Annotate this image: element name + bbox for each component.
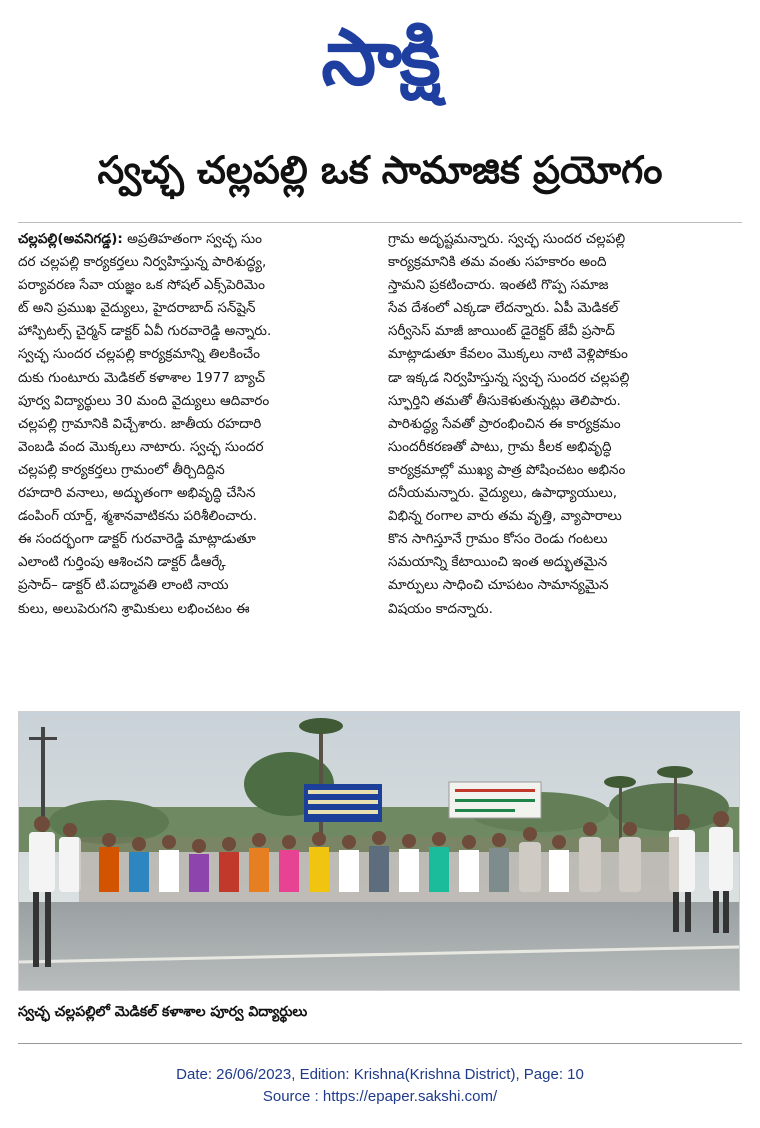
article-line: కార్యక్రమానికి తమ వంతు సహకారం అంది: [388, 254, 607, 271]
article-line: దర చల్లపల్లి కార్యకర్తలు నిర్వహిస్తున్న పారిశుద్ధ్య,: [18, 254, 267, 271]
article-line: సర్వీసెస్ మాజీ జాయింట్ డైరెక్టర్ జేవీ ప్రసాద్: [388, 323, 615, 340]
article-line: హాస్పిటల్స్ చైర్మన్ డాక్టర్ ఏవీ గురవారెడ్డి అన్నారు.: [18, 323, 272, 340]
footer: [0, 1064, 760, 1108]
article-line: మాట్లాడుతూ కేవలం మొక్కలు నాటి వెళ్లిపోకుం: [388, 346, 628, 363]
article-line: సమయాన్ని కేటాయించి ఇంత అద్భుతమైన: [388, 554, 608, 571]
article-line: గ్రామ అదృష్టమన్నారు. స్వచ్ఛ సుందర చల్లపల్లి: [388, 231, 626, 247]
dateline: చల్లపల్లి(అవనిగడ్డ):: [18, 231, 123, 247]
article-line: సుందరీకరణతో పాటు, గ్రామ కీలక అభివృద్ధి: [388, 438, 612, 455]
article-line: విభిన్న రంగాల వారు తమ వృత్తి, వ్యాపారాలు: [388, 508, 622, 525]
article-line: రహదారి వనాలు, అద్భుతంగా అభివృద్ధి చేసిన: [18, 485, 256, 502]
article-line: స్తామని ప్రకటించారు. ఇంతటి గొప్ప సమాజ: [388, 277, 609, 294]
article-line: కులు, అలుపెరుగని శ్రామికులు లభించటం ఈ: [18, 600, 250, 617]
article-line: దుకు గుంటూరు మెడికల్ కళాశాల 1977 బ్యాచ్: [18, 369, 266, 386]
edition-info: Date: 26/06/2023, Edition: Krishna(Krishna District), Page: 10: [176, 1066, 584, 1083]
article-line: ట్ అని ప్రముఖ వైద్యులు, హైదరాబాద్ సన్‌షైన్: [18, 300, 256, 317]
article-line: చల్లపల్లి గ్రామానికి విచ్చేశారు. జాతీయ రహదారి: [18, 415, 262, 432]
group-photo-illustration: [19, 712, 739, 990]
article-line: విషయం కాదన్నారు.: [388, 600, 493, 617]
article-line: దనీయమన్నారు. వైద్యులు, ఉపాధ్యాయులు,: [388, 485, 618, 502]
article-line: పూర్వ విద్యార్థులు 30 మంది వైద్యులు ఆదివారం: [18, 392, 270, 409]
article-line: కొన సాగిస్తూనే గ్రామం కోసం రెండు గంటలు: [388, 531, 608, 548]
article-line: మార్పులు సాధించి చూపటం సామాన్యమైన: [388, 577, 609, 594]
article-line: చల్లపల్లి(అవనిగడ్డ): అప్రతిహతంగా స్వచ్ఛ సుం: [18, 231, 263, 247]
article-line: డంపింగ్ యార్డ్, శ్మశానవాటికను పరిశీలించారు.: [18, 508, 257, 525]
masthead: [0, 12, 760, 104]
article-line: స్వచ్ఛ సుందర చల్లపల్లి కార్యక్రమాన్ని తిలకించేం: [18, 346, 261, 363]
sakshi-logo: సాక్షి: [321, 13, 439, 103]
article-line: చల్లపల్లి కార్యకర్తలు గ్రామంలో తీర్చిదిద్దిన: [18, 461, 225, 478]
headline-divider: [18, 222, 742, 223]
group-photo: [18, 711, 740, 991]
article-line: కార్యక్రమాల్లో ముఖ్య పాత్ర పోషించటం అభినం: [388, 461, 626, 478]
photo-caption: స్వచ్ఛ చల్లపల్లిలో మెడికల్ కళాశాల పూర్వ విద్యార్థులు: [18, 1003, 308, 1020]
article-column-left: [18, 228, 372, 690]
article-line: ఎలాంటి గుర్తింపు ఆశించని డాక్టర్ డీఆర్కే: [18, 554, 226, 571]
footer-divider: [18, 1043, 742, 1044]
article-line: వెంబడి వంద మొక్కలు నాటారు. స్వచ్ఛ సుందర: [18, 438, 264, 455]
article-line: స్ఫూర్తిని తమతో తీసుకెళుతున్నట్లు తెలిపారు.: [388, 392, 621, 409]
article-headline: స్వచ్ఛ చల్లపల్లి ఒక సామాజిక ప్రయోగం: [97, 148, 663, 192]
article-line: పర్యావరణ సేవా యజ్ఞం ఒక సోషల్ ఎక్స్‌పెరిమెం: [18, 277, 265, 294]
article-line: ఈ సందర్భంగా డాక్టర్ గురవారెడ్డి మాట్లాడుతూ: [18, 531, 256, 548]
article-line: ప్రసాద్– డాక్టర్ టి.పద్మావతి లాంటి నాయ: [18, 577, 229, 594]
article-line: సేవ దేశంలో ఎక్కడా లేదన్నారు. ఏపీ మెడికల్: [388, 300, 619, 317]
article-line: పారిశుద్ధ్య సేవతో ప్రారంభించిన ఈ కార్యక్రమం: [388, 415, 621, 432]
article-column-right: [388, 228, 742, 690]
source-link[interactable]: Source : https://epaper.sakshi.com/: [262, 1088, 498, 1105]
article-line: డా ఇక్కడ నిర్వహిస్తున్న స్వచ్ఛ సుందర చల్లపల్లి: [388, 369, 630, 386]
